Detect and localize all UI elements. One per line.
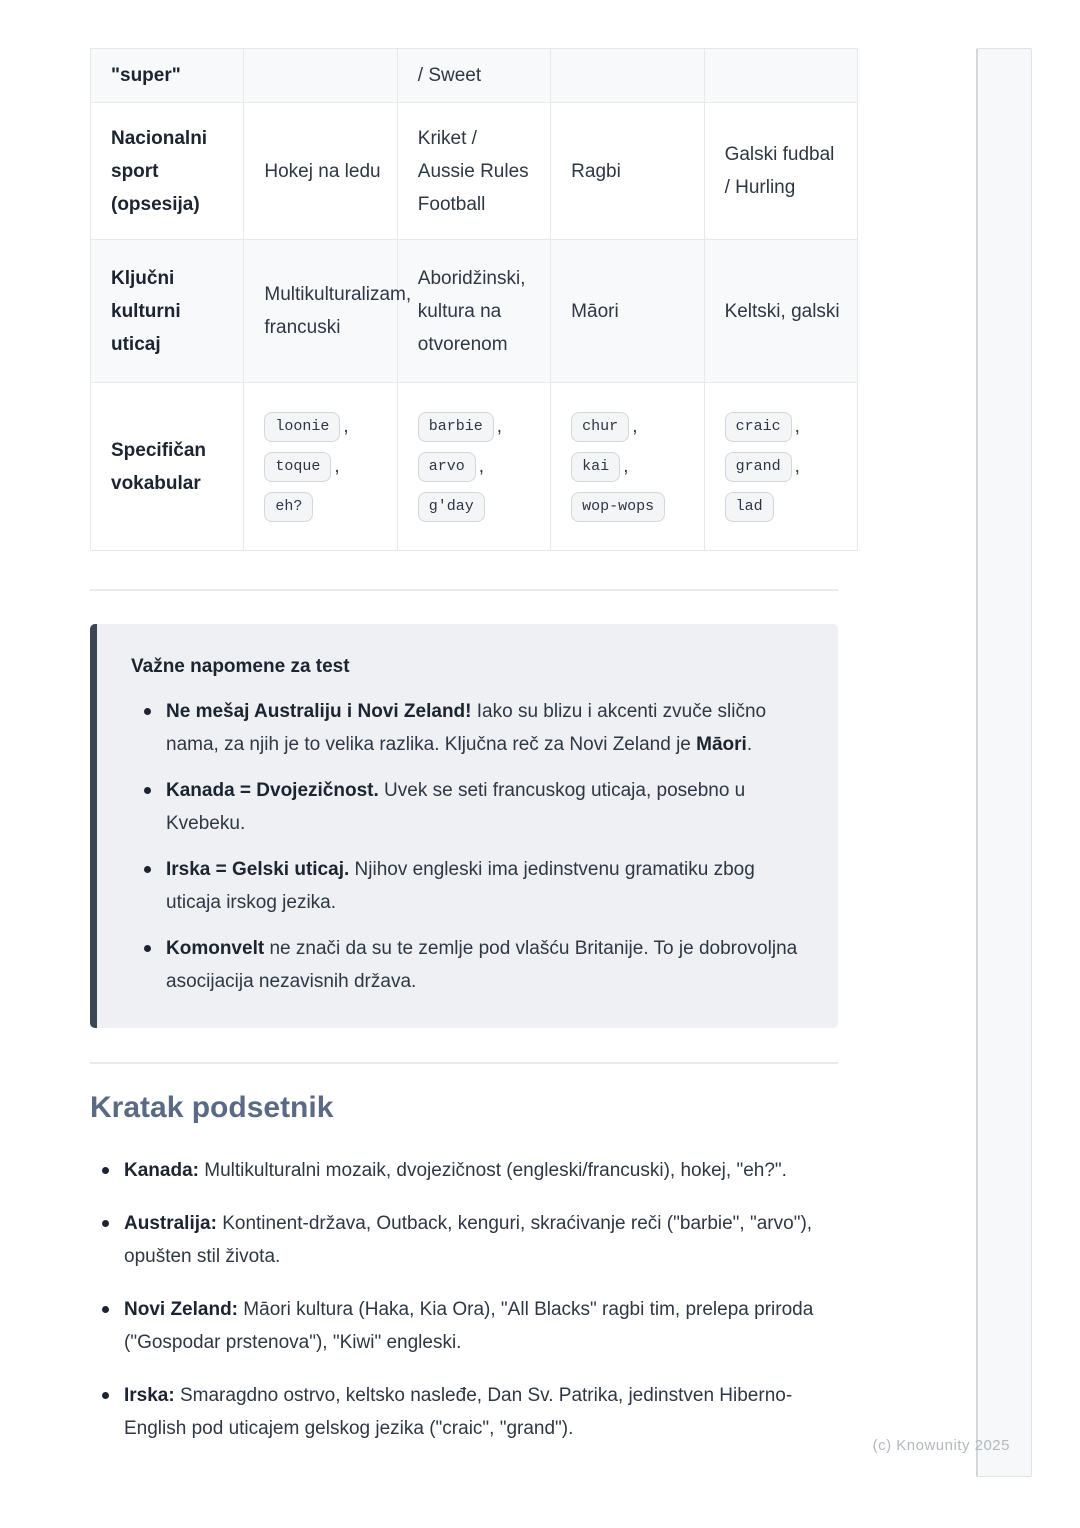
list-item-text: Smaragdno ostrvo, keltsko nasleđe, Dan Sv. Patrika, jedinstven Hiberno-English pod uticajem gelskog jezika ("craic", "grand"). [124,1385,793,1439]
table-cell: Keltski, galski [704,240,857,383]
table-cell: Hokej na ledu [244,103,397,240]
table-cell: / Sweet [397,49,550,103]
list-item-lead: Komonvelt [166,938,265,959]
list-item-text: . [746,734,753,755]
section-divider [90,589,838,591]
chip-separator: , [632,415,638,437]
section-divider [90,1062,838,1064]
vocab-chip: g'day [418,492,485,522]
table-cell [244,383,397,551]
list-item [90,1293,838,1359]
list-item [131,932,810,998]
row-label: "super" [91,49,244,103]
vocab-chip: chur [571,412,629,442]
list-item-lead: Novi Zeland: [124,1299,239,1320]
list-item-text: Uvek se seti francuskog uticaja, posebno u Kvebeku. [166,780,746,834]
table-cell [551,49,704,103]
row-label: Ključni kulturni uticaj [91,240,244,383]
callout-list [131,695,810,998]
list-item [131,774,810,840]
chip-separator: , [334,455,340,477]
summary-heading: Kratak podsetnik [90,1091,334,1124]
scrollbar-track[interactable] [976,48,1032,1477]
list-item-lead: Kanada = Dvojezičnost. [166,780,379,801]
vocab-chip: loonie [264,412,340,442]
table-cell: Kriket / Aussie Rules Football [397,103,550,240]
list-item-text: Multikulturalni mozaik, dvojezičnost (engleski/francuski), hokej, "eh?". [198,1160,787,1181]
vocab-chip: craic [725,412,792,442]
row-label: Specifičan vokabular [91,383,244,551]
list-item [90,1207,838,1273]
vocab-chip: lad [725,492,774,522]
table-cell: Aboridžinski, kultura na otvorenom [397,240,550,383]
list-item-text: Kontinent-država, Outback, kenguri, skraćivanje reči ("barbie", "arvo"), opušten stil života. [124,1213,813,1267]
row-label: Nacionalni sport (opsesija) [91,103,244,240]
table-row [91,383,858,551]
table-cell: Ragbi [551,103,704,240]
vocab-chip: barbie [418,412,494,442]
table-cell [551,383,704,551]
table-cell [244,49,397,103]
vocab-chip: arvo [418,452,476,482]
table-cell: Māori [551,240,704,383]
table-cell: Multikulturalizam, francuski [244,240,397,383]
callout-title: Važne napomene za test [131,656,350,677]
chip-separator: , [496,415,503,437]
list-item [90,1154,838,1187]
countries-comparison-table [90,48,858,551]
summary-list [90,1154,838,1445]
list-item-lead: Irska = Gelski uticaj. [166,859,350,880]
list-item-lead: Ne mešaj Australiju i Novi Zeland! [166,701,472,722]
list-item-lead: Irska: [124,1385,175,1406]
countries-table-body [91,49,858,551]
vocab-chip: kai [571,452,620,482]
watermark: (c) Knowunity 2025 [872,1437,1010,1454]
vocab-chip: grand [725,452,792,482]
chip-separator: , [794,455,800,477]
table-row [91,103,858,240]
list-item-text: Iako su blizu i akcenti zvuče slično nama, za njih je to velika razlika. Ključna reč za Novi Zeland je [166,701,767,755]
list-item-text: Māori kultura (Haka, Kia Ora), "All Blacks" ragbi tim, prelepa priroda ("Gospodar prstenova"), "Kiwi" engleski. [124,1299,814,1353]
table-row [91,240,858,383]
chip-separator: , [343,415,349,437]
vocab-chip: toque [264,452,331,482]
list-item [131,695,810,761]
chip-separator: , [794,415,800,437]
vocab-chip: wop-wops [571,492,665,522]
table-cell [704,49,857,103]
document-page [90,0,838,1445]
list-item-text: Njihov engleski ima jedinstvenu gramatiku zbog uticaja irskog jezika. [166,859,755,913]
table-cell [397,383,550,551]
list-item-lead: Māori [696,734,747,755]
list-item-lead: Australija: [124,1213,217,1234]
list-item-text: ne znači da su te zemlje pod vlašću Britanije. To je dobrovoljna asocijacija nezavisnih država. [166,938,798,992]
chip-separator: , [478,455,485,477]
list-item [131,853,810,919]
chip-separator: , [623,455,629,477]
vocab-chip: eh? [264,492,313,522]
table-cell: Galski fudbal / Hurling [704,103,857,240]
list-item [90,1379,838,1445]
table-row [91,49,858,103]
list-item-lead: Kanada: [124,1160,199,1181]
table-cell [704,383,857,551]
test-notes-callout [90,624,838,1028]
